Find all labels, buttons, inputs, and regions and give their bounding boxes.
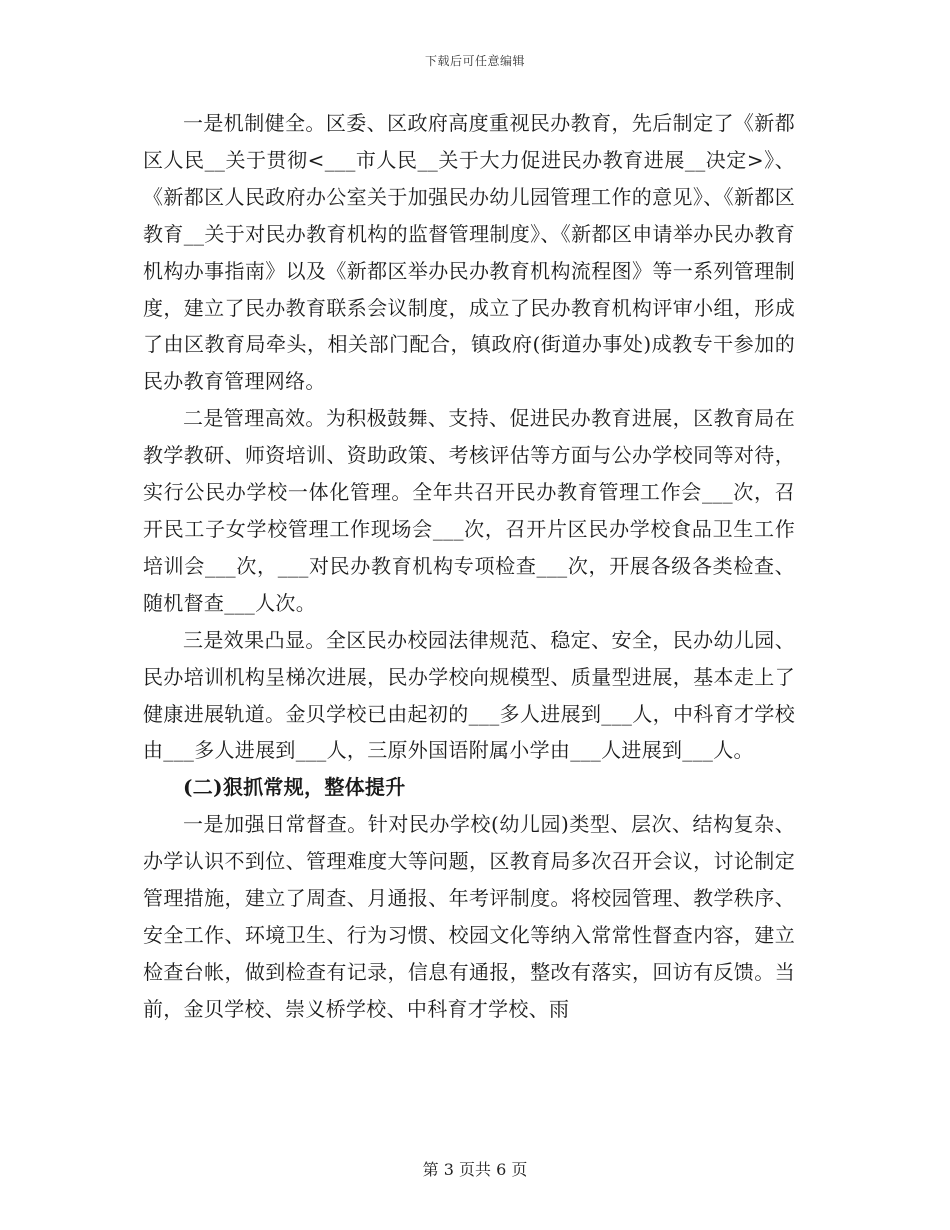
paragraph-mechanism: 一是机制健全。区委、区政府高度重视民办教育，先后制定了《新都区人民__关于贯彻<___市人民__关于大力促进民办教育进展__决定>》、《新都区人民政府办公室关于加强民办幼儿园管理工作的意见》、《新都区教育__关于对民办教育机构的监督管理制度》、《新都区申请举办民办教育机构办事指南》以及《新都区举办民办教育机构流程图》等一系列管理制度，建立了民办教育联系会议制度，成立了民办教育机构评审小组，形成了由区教育局牵头，相关部门配合，镇政府(街道办事处)成教专干参加的民办教育管理网络。 xyxy=(143,111,795,394)
paragraph-management: 二是管理高效。为积极鼓舞、支持、促进民办教育进展，区教育局在教学教研、师资培训、资助政策、考核评估等方面与公办学校同等对待，实行公民办学校一体化管理。全年共召开民办教育管理工作会___次，召开民工子女学校管理工作现场会___次，召开片区民办学校食品卫生工作培训会___次，___对民办教育机构专项检查___次，开展各级各类检查、随机督查___人次。 xyxy=(143,406,795,615)
paragraph-results: 三是效果凸显。全区民办校园法律规范、稳定、安全，民办幼儿园、民办培训机构呈梯次进展，民办学校向规模型、质量型进展，基本走上了健康进展轨道。金贝学校已由起初的___多人进展到___人，中科育才学校由___多人进展到___人，三原外国语附属小学由___人进展到___人。 xyxy=(143,627,795,763)
paragraph-supervision: 一是加强日常督查。针对民办学校(幼儿园)类型、层次、结构复杂、办学认识不到位、管理难度大等问题，区教育局多次召开会议，讨论制定管理措施，建立了周查、月通报、年考评制度。将校园管理、教学秩序、安全工作、环境卫生、行为习惯、校园文化等纳入常常性督查内容，建立检查台帐，做到检查有记录，信息有通报，整改有落实，回访有反馈。当前，金贝学校、崇义桥学校、中科育才学校、雨 xyxy=(143,812,795,1021)
page-header: 下载后可任意编辑 xyxy=(424,54,525,68)
section-heading: (二)狠抓常规，整体提升 xyxy=(183,775,406,800)
page-footer: 第 3 页共 6 页 xyxy=(422,1160,528,1179)
document-body xyxy=(143,105,795,1028)
